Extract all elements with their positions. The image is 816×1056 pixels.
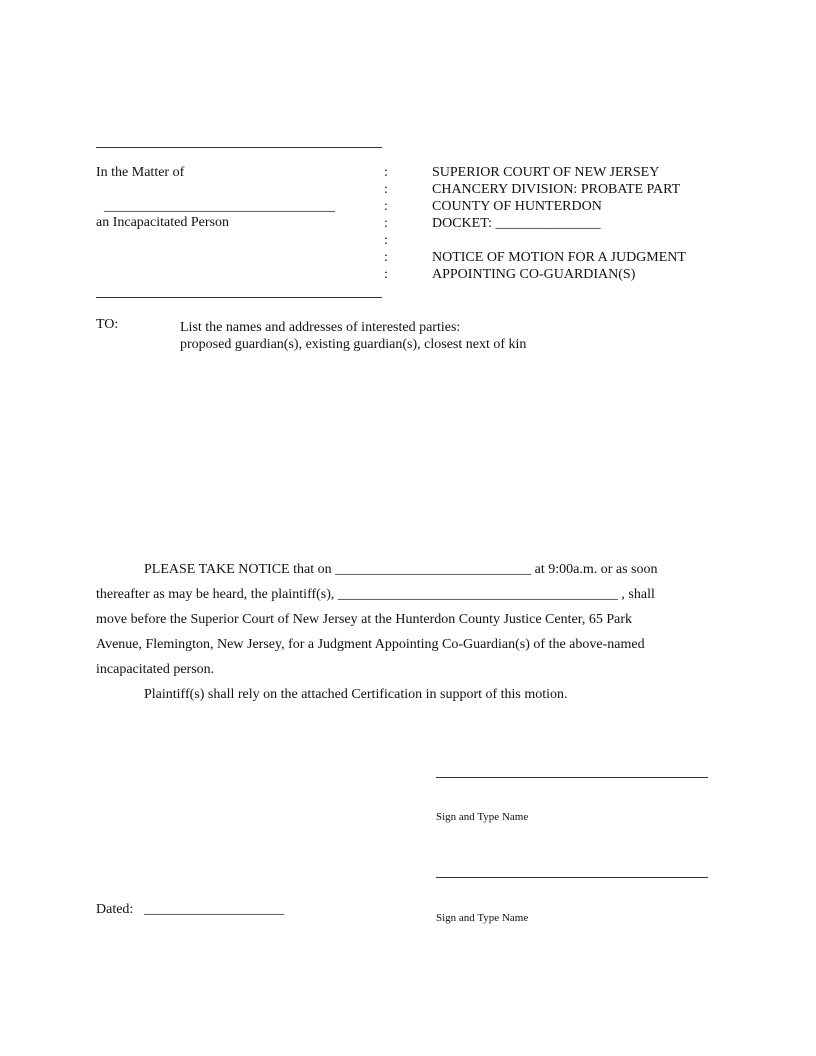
dated-blank: ____________________	[144, 902, 284, 917]
body-line-2: thereafter as may be heard, the plaintiff(s), ________________________________________ , shall	[96, 587, 655, 602]
spacer	[432, 232, 686, 249]
body-line-4: Avenue, Flemington, New Jersey, for a Judgment Appointing Co-Guardian(s) of the above-named	[96, 637, 645, 652]
body-line-3: move before the Superior Court of New Jersey at the Hunterdon County Justice Center, 65 Park	[96, 612, 632, 627]
caption-colons	[384, 164, 388, 283]
document-title-line2: APPOINTING CO-GUARDIAN(S)	[432, 267, 636, 282]
colon: :	[384, 267, 388, 282]
colon: :	[384, 216, 388, 231]
signature-label-2: Sign and Type Name	[436, 912, 529, 924]
to-instructions-line1: List the names and addresses of interested parties:	[180, 320, 461, 335]
court-county: COUNTY OF HUNTERDON	[432, 199, 602, 214]
signature-label-1: Sign and Type Name	[436, 811, 529, 823]
caption-bottom-rule	[96, 297, 382, 298]
colon: :	[384, 250, 388, 265]
caption-top-rule	[96, 147, 382, 148]
caption-court-block	[432, 164, 686, 283]
dated-label: Dated:	[96, 902, 134, 917]
colon: :	[384, 199, 388, 214]
caption-name-blank: _________________________________	[104, 199, 335, 214]
caption-matter: In the Matter of	[96, 165, 185, 180]
to-label: TO:	[96, 317, 119, 332]
body-line-6: Plaintiff(s) shall rely on the attached Certification in support of this motion.	[144, 687, 568, 702]
to-instructions-line2: proposed guardian(s), existing guardian(s), closest next of kin	[180, 337, 527, 352]
body-line-1: PLEASE TAKE NOTICE that on ____________________________ at 9:00a.m. or as soon	[144, 562, 658, 577]
body-line-5: incapacitated person.	[96, 662, 215, 677]
colon: :	[384, 165, 388, 180]
colon: :	[384, 233, 388, 248]
docket-number: DOCKET: _______________	[432, 216, 601, 231]
court-division: CHANCERY DIVISION: PROBATE PART	[432, 182, 681, 197]
signature-line-1	[436, 777, 708, 778]
colon: :	[384, 182, 388, 197]
signature-line-2	[436, 877, 708, 878]
caption-role: an Incapacitated Person	[96, 215, 229, 230]
document-title-line1: NOTICE OF MOTION FOR A JUDGMENT	[432, 250, 686, 265]
court-name: SUPERIOR COURT OF NEW JERSEY	[432, 165, 660, 180]
